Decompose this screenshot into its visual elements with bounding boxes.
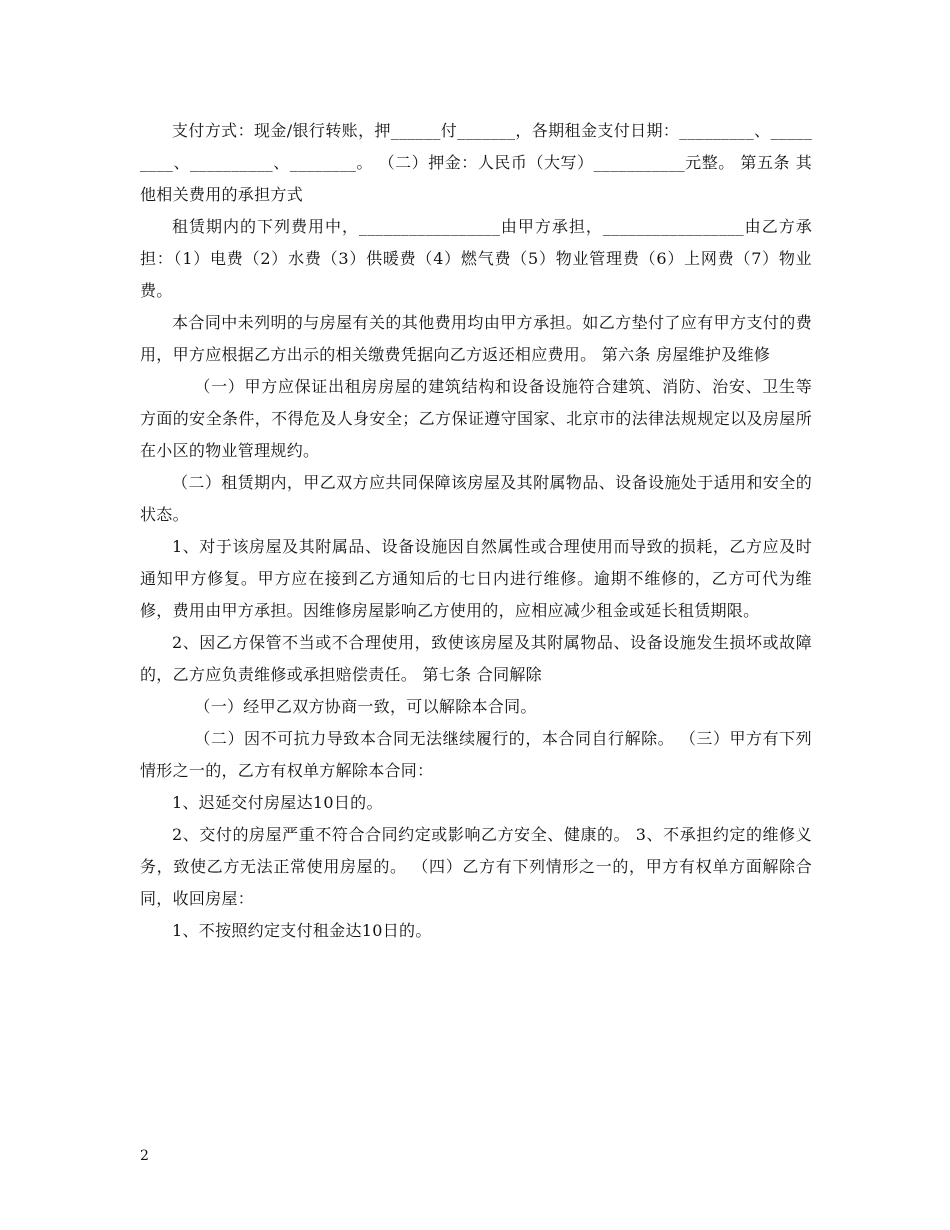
paragraph-tenant-damage: 2、因乙方保管不当或不合理使用，致使该房屋及其附属物品、设备设施发生损坏或故障的，乙方应负责维修或承担赔偿责任。 第七条 合同解除 [140, 633, 812, 684]
paragraph-late-delivery: 1、迟延交付房屋达10日的。 [172, 793, 383, 812]
paragraph-payment-method: 支付方式：现金/银行转账，押______付_______，各期租金支付日期：_________、_________、__________、________。 （二）押金：人民币（大写）___________元整。 第五条 其他相关费用的承担方式 [140, 121, 812, 204]
paragraph-other-fees: 本合同中未列明的与房屋有关的其他费用均由甲方承担。如乙方垫付了应有甲方支付的费用，甲方应根据乙方出示的相关缴费凭据向乙方返还相应费用。 第六条 房屋维护及维修 [140, 313, 812, 364]
paragraph-fee-allocation: 租赁期内的下列费用中，_________________由甲方承担，_________________由乙方承担：（1）电费（2）水费（3）供暖费（4）燃气费（5）物业管理费（6）上网费（7）物业费。 [140, 217, 812, 300]
document-body [140, 115, 812, 947]
paragraph-landlord-safety: （一）甲方应保证出租房房屋的建筑结构和设备设施符合建筑、消防、治安、卫生等方面的安全条件，不得危及人身安全；乙方保证遵守国家、北京市的法律法规规定以及房屋所在小区的物业管理规约。 [140, 377, 812, 460]
paragraph-mutual-termination: （一）经甲乙双方协商一致，可以解除本合同。 [194, 697, 537, 716]
paragraph-house-condition: 2、交付的房屋严重不符合合同约定或影响乙方安全、健康的。 3、不承担约定的维修义务，致使乙方无法正常使用房屋的。 （四）乙方有下列情形之一的，甲方有权单方面解除合同，收回房屋： [140, 825, 812, 908]
paragraph-unpaid-rent: 1、不按照约定支付租金达10日的。 [172, 921, 432, 940]
paragraph-repair-wear: 1、对于该房屋及其附属品、设备设施因自然属性或合理使用而导致的损耗，乙方应及时通知甲方修复。甲方应在接到乙方通知后的七日内进行维修。逾期不维修的，乙方可代为维修，费用由甲方承担。因维修房屋影响乙方使用的，应相应减少租金或延长租赁期限。 [140, 537, 812, 620]
page-number: 2 [140, 1148, 149, 1164]
paragraph-force-majeure: （二）因不可抗力导致本合同无法继续履行的，本合同自行解除。 （三）甲方有下列情形之一的，乙方有权单方解除本合同： [140, 729, 812, 780]
paragraph-joint-maintenance: （二）租赁期内，甲乙双方应共同保障该房屋及其附属物品、设备设施处于适用和安全的状态。 [140, 473, 812, 524]
